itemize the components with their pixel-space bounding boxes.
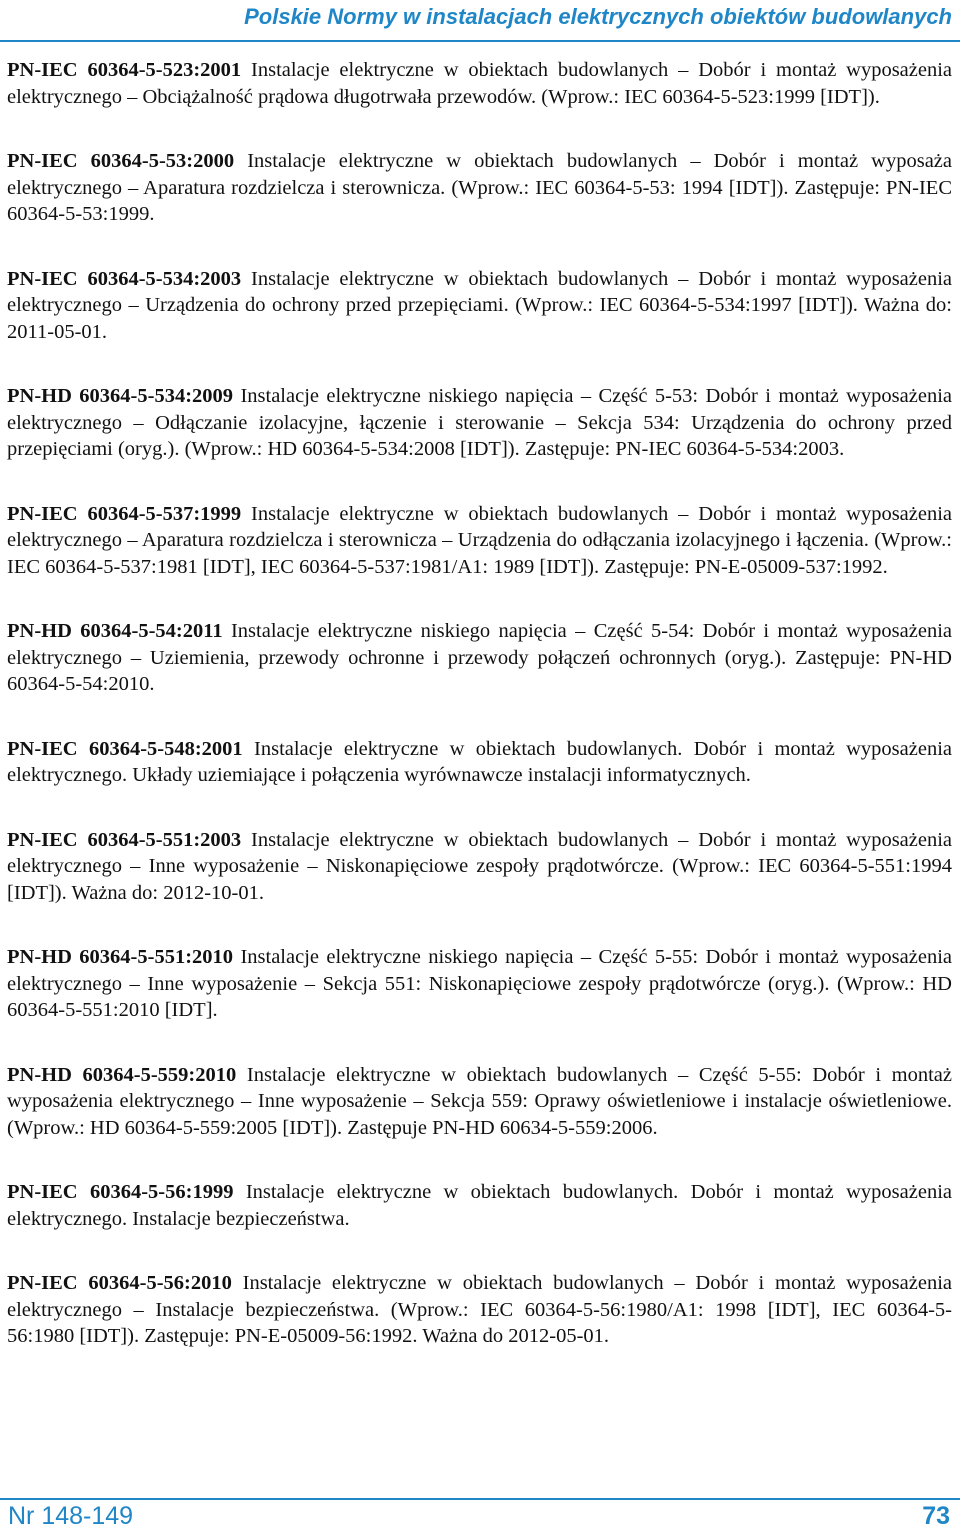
issue-number: Nr 148-149	[8, 1502, 134, 1530]
standard-description: Instalacje elektryczne w obiektach budowlanych – Część 5-55: Dobór i montaż wyposażenia elektrycznego – Inne wyposażenie – Sekcja 559: Oprawy oświetleniowe i instalacje oświetleniowe. (Wprow.: HD 60364-5-559:2005 [IDT]). Zastępuje PN-HD 60634-5-559:2006.	[7, 1063, 953, 1139]
standard-code: PN-HD 60364-5-559:2010	[7, 1063, 237, 1086]
standard-entry	[7, 1062, 952, 1142]
standard-description: Instalacje elektryczne niskiego napięcia – Część 5-53: Dobór i montaż wyposażenia elektrycznego – Odłączanie izolacyjne, łączenie i sterowanie – Sekcja 534: Urządzenia do ochrony przed przepięciami (oryg.). (Wprow.: HD 60364-5-534:2008 [IDT]). Zastępuje: PN-IEC 60364-5-534:2003.	[7, 385, 953, 460]
standard-code: PN-HD 60364-5-534:2009	[7, 385, 234, 407]
standard-entry	[7, 501, 952, 581]
header-title: Polskie Normy w instalacjach elektrycznych obiektów budowlanych	[244, 4, 952, 29]
standard-entry	[7, 1179, 952, 1232]
standard-entry	[7, 148, 952, 228]
standard-entry	[7, 57, 952, 110]
standard-description: Instalacje elektryczne w obiektach budowlanych – Dobór i montaż wyposaża elektrycznego – Aparatura rozdzielcza i sterownicza. (Wprow.: IEC 60364-5-53: 1994 [IDT]). Zastępuje: PN-IEC 60364-5-53:1999.	[7, 150, 953, 225]
standard-code: PN-IEC 60364-5-548:2001	[7, 737, 243, 760]
page-number: 73	[922, 1502, 950, 1530]
standard-entry	[7, 266, 952, 346]
standard-code: PN-IEC 60364-5-551:2003	[7, 828, 242, 851]
standard-description: Instalacje elektryczne w obiektach budowlanych – Dobór i montaż wyposażenia elektrycznego – Urządzenia do ochrony przed przepięciami. (Wprow.: IEC 60364-5-534:1997 [IDT]). Ważna do: 2011-05-01.	[7, 267, 953, 343]
standard-description: Instalacje elektryczne niskiego napięcia – Część 5-55: Dobór i montaż wyposażenia elektrycznego – Inne wyposażenie – Sekcja 551: Niskonapięciowe zespoły prądotwórcze (oryg.). (Wprow.: HD 60364-5-551:2010 [IDT].	[7, 946, 953, 1021]
standard-code: PN-HD 60364-5-551:2010	[7, 946, 234, 968]
standard-code: PN-IEC 60364-5-56:1999	[7, 1181, 234, 1203]
standard-code: PN-IEC 60364-5-523:2001	[7, 59, 242, 81]
standard-entry	[7, 383, 952, 463]
standard-description: Instalacje elektryczne w obiektach budowlanych – Dobór i montaż wyposażenia elektrycznego – Inne wyposażenie – Niskonapięciowe zespoły prądotwórcze. (Wprow.: IEC 60364-5-551:1994 [IDT]). Ważna do: 2012-10-01.	[7, 828, 953, 904]
page-header	[0, 0, 960, 42]
standards-list	[7, 57, 952, 1388]
standard-description: Instalacje elektryczne w obiektach budowlanych. Dobór i montaż wyposażenia elektrycznego. Instalacje bezpieczeństwa.	[7, 1181, 953, 1230]
standard-description: Instalacje elektryczne w obiektach budowlanych – Dobór i montaż wyposażenia elektrycznego – Aparatura rozdzielcza i sterownicza – Urządzenia do odłączania izolacyjnego i łączenia. (Wprow.: IEC 60364-5-537:1981 [IDT], IEC 60364-5-537:1981/A1: 1989 [IDT]). Zastępuje: PN-E-05009-537:1992.	[7, 502, 953, 578]
standard-code: PN-IEC 60364-5-53:2000	[7, 150, 235, 172]
standard-code: PN-IEC 60364-5-537:1999	[7, 502, 242, 525]
standard-entry	[7, 736, 952, 789]
standard-description: Instalacje elektryczne w obiektach budowlanych – Dobór i montaż wyposażenia elektrycznego – Obciążalność prądowa długotrwała przewodów. (Wprow.: IEC 60364-5-523:1999 [IDT]).	[7, 59, 953, 108]
standard-description: Instalacje elektryczne w obiektach budowlanych – Dobór i montaż wyposażenia elektrycznego – Instalacje bezpieczeństwa. (Wprow.: IEC 60364-5-56:1980/A1: 1998 [IDT], IEC 60364-5-56:1980 [IDT]). Zastępuje: PN-E-05009-56:1992. Ważna do 2012-05-01.	[7, 1272, 952, 1347]
standard-entry	[7, 618, 952, 698]
standard-entry	[7, 944, 952, 1024]
standard-entry	[7, 827, 952, 907]
page-footer	[0, 1498, 960, 1532]
standard-code: PN-HD 60364-5-54:2011	[7, 620, 223, 642]
standard-description: Instalacje elektryczne w obiektach budowlanych. Dobór i montaż wyposażenia elektrycznego. Układy uziemiające i połączenia wyrównawcze instalacji informatycznych.	[7, 737, 953, 786]
standard-description: Instalacje elektryczne niskiego napięcia – Część 5-54: Dobór i montaż wyposażenia elektrycznego – Uziemienia, przewody ochronne i przewody połączeń ochronnych (oryg.). Zastępuje: PN-HD 60364-5-54:2010.	[7, 620, 952, 695]
standard-entry	[7, 1270, 952, 1350]
standard-code: PN-IEC 60364-5-534:2003	[7, 267, 242, 290]
standard-code: PN-IEC 60364-5-56:2010	[7, 1272, 232, 1294]
